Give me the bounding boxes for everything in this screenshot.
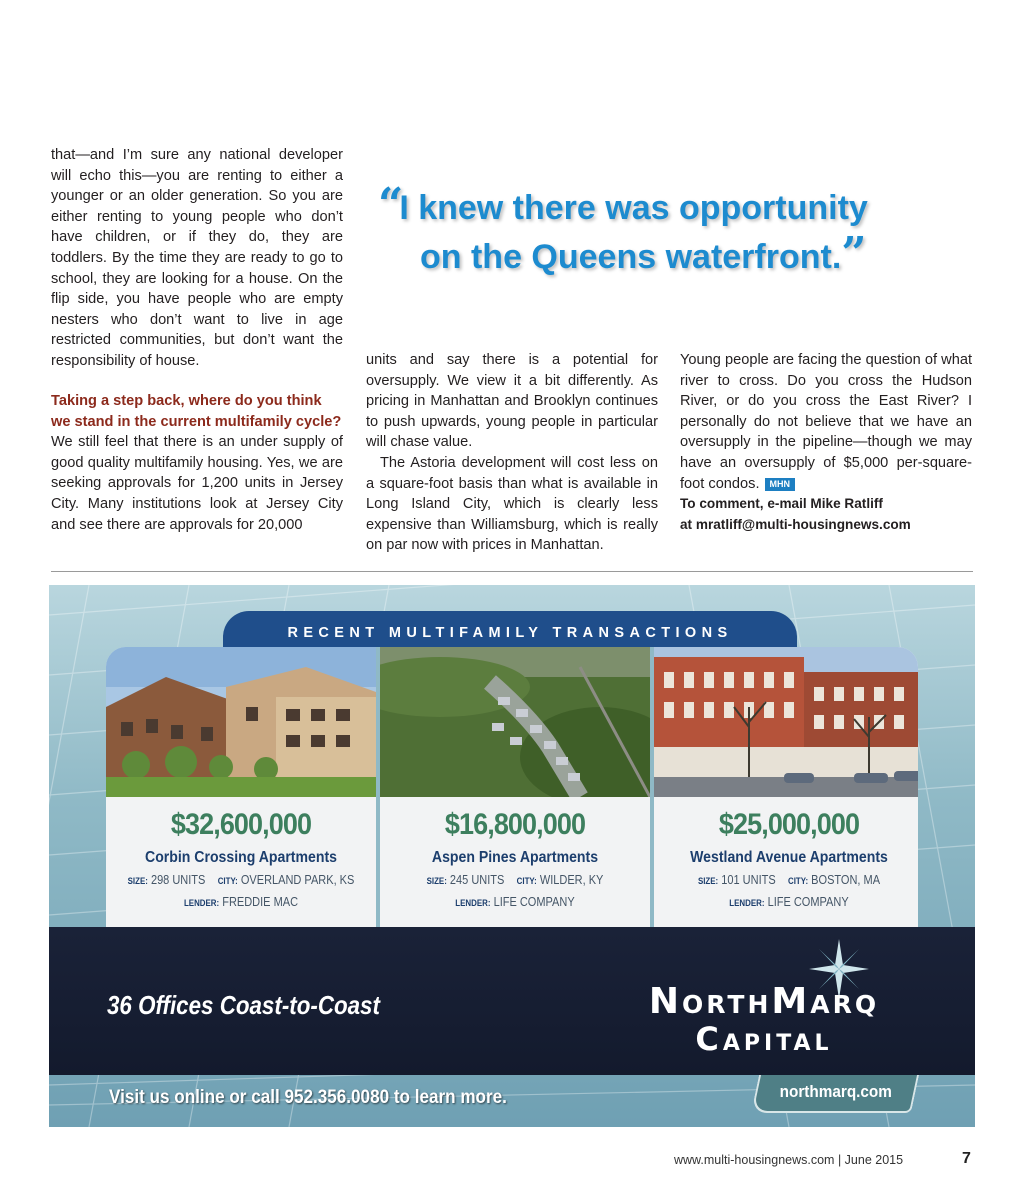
lender-value: LIFE COMPANY — [767, 895, 849, 909]
article-column-3 — [680, 350, 972, 535]
size-label: SIZE: — [127, 876, 148, 886]
lender-label: LENDER: — [455, 898, 491, 908]
interview-question: Taking a step back, where do you think we stand in the current multifamily cycle? — [51, 393, 342, 430]
property-size-city — [670, 870, 908, 891]
article-paragraph — [680, 350, 972, 494]
article-paragraph: units and say there is a potential for oversupply. We view it a bit differently. As pricing in Manhattan and Brooklyn continues to push upwards, young people in particular will chase value. — [366, 352, 658, 451]
article-paragraph: that—and I’m sure any national developer will echo this—you are renting to either a younger or an older generation. So you are either renting to young people who don’t have children, or if they do, they are toddlers. By the time they are ready to go to school, they are looking for a house. On the flip side, you have people who are empty nesters who don’t want to live in age restricted communities, but don’t want the responsibility of house. — [51, 147, 343, 369]
property-size: 101 UNITS — [721, 873, 776, 887]
property-size: 298 UNITS — [150, 873, 206, 887]
property-name: Aspen Pines Apartments — [431, 849, 599, 866]
page-number: 7 — [962, 1150, 971, 1167]
pull-quote-line-1: I knew there was opportunity — [399, 189, 868, 227]
footer-credit: www.multi-housingnews.com | June 2015 — [674, 1153, 904, 1167]
offices-tagline: 36 Offices Coast-to-Coast — [107, 990, 380, 1020]
transaction-card-3 — [654, 805, 918, 913]
transaction-price: $32,600,000 — [170, 808, 312, 841]
property-name: Corbin Crossing Apartments — [145, 849, 337, 866]
article-column-1-top — [51, 145, 343, 372]
ad-brand-band — [49, 927, 975, 1075]
city-label: CITY: — [788, 876, 809, 886]
property-lender — [670, 892, 908, 913]
website-link[interactable]: northmarq.com — [779, 1082, 892, 1101]
article-column-2 — [366, 350, 658, 556]
call-to-action: Visit us online or call 952.356.0080 to learn more. — [109, 1087, 507, 1108]
article-paragraph: We still feel that there is an under supply of good quality multifamily housing. Yes, we are seeking approvals for 1,200 units in Jersey City. Many institutions look at Jersey City and see there are approvals for 20,000 — [51, 434, 343, 533]
article-paragraph: The Astoria development will cost less on a square-foot basis than what is available in Long Island City, which is clearly less expensive than Williamsburg, which is really on par now with prices in Manhattan. — [366, 454, 658, 554]
close-quote-mark: ” — [841, 228, 863, 279]
transaction-price: $16,800,000 — [444, 808, 586, 841]
city-label: CITY: — [516, 876, 537, 886]
property-photo-aspen-pines — [380, 647, 650, 797]
section-divider — [51, 571, 973, 572]
lender-label: LENDER: — [729, 898, 765, 908]
property-lender — [122, 892, 360, 913]
transaction-card-1 — [106, 805, 376, 913]
website-tab[interactable] — [751, 1075, 919, 1113]
property-name: Westland Avenue Apartments — [690, 849, 888, 866]
transactions-panel — [106, 647, 918, 929]
mhn-end-badge: MHN — [765, 478, 796, 491]
property-city: WILDER, KY — [539, 873, 604, 887]
property-size-city — [396, 870, 634, 891]
article-column-1-bottom — [51, 391, 343, 535]
northmarq-advertisement[interactable] — [49, 585, 975, 1127]
property-lender — [396, 892, 634, 913]
property-city: BOSTON, MA — [811, 873, 881, 887]
open-quote-mark: “ — [378, 179, 400, 230]
size-label: SIZE: — [426, 876, 447, 886]
comment-email[interactable]: at mratliff@multi-housingnews.com — [680, 516, 911, 532]
pull-quote-line-2: on the Queens waterfront. — [420, 238, 842, 276]
property-photo-westland-avenue — [654, 647, 918, 797]
article-paragraph-text: Young people are facing the question of what river to cross. Do you cross the Hudson River, or do you cross the East River? I personally do not believe that we have an oversupply in the pipeline—though we may have an oversupply of $5,000 per-square-foot condos. — [680, 352, 972, 492]
logo-line-1: NorthMarq — [648, 981, 880, 1022]
property-size-city — [122, 870, 360, 891]
transaction-price: $25,000,000 — [718, 808, 860, 841]
city-label: CITY: — [217, 876, 238, 886]
property-photo-corbin-crossing — [106, 647, 376, 797]
property-city: OVERLAND PARK, KS — [240, 873, 355, 887]
transaction-card-2 — [380, 805, 650, 913]
northmarq-capital-logo — [604, 983, 924, 1057]
pull-quote — [378, 179, 958, 280]
size-label: SIZE: — [697, 876, 719, 886]
logo-line-2: Capital — [695, 1020, 833, 1058]
lender-label: LENDER: — [183, 898, 220, 908]
lender-value: LIFE COMPANY — [493, 895, 575, 909]
lender-value: FREDDIE MAC — [222, 895, 299, 909]
transactions-banner: RECENT MULTIFAMILY TRANSACTIONS — [223, 611, 797, 661]
comment-line-1: To comment, e-mail Mike Ratliff — [680, 496, 883, 512]
property-size: 245 UNITS — [449, 873, 505, 887]
